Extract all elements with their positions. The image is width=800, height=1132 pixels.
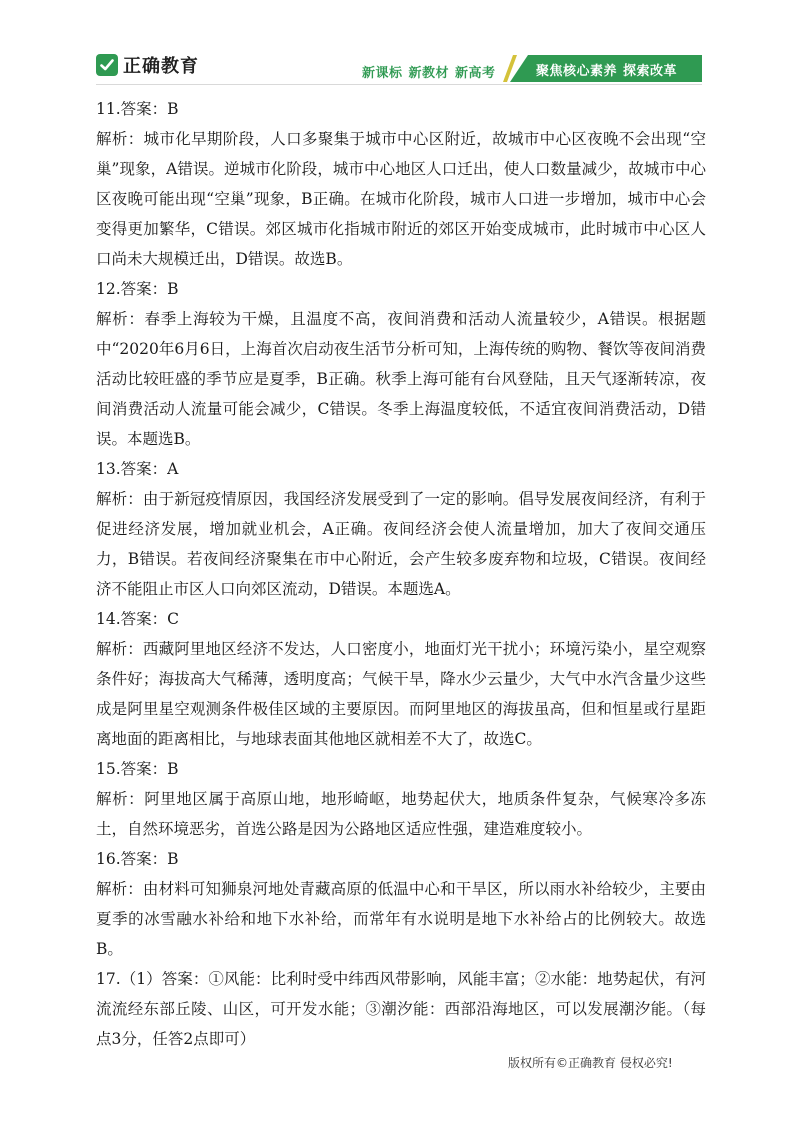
logo-text: 正确教育 [123, 56, 199, 77]
answer-question: 14.答案：C [96, 610, 180, 628]
banner-item: 聚焦核心素养 [536, 64, 618, 79]
answer-content [96, 94, 706, 1054]
answer-item [96, 274, 706, 454]
copyright-footer: 版权所有©正确教育 侵权必究! [508, 1056, 673, 1070]
slogan-item: 新课标 [362, 66, 403, 81]
slogan-item: 新教材 [408, 66, 450, 81]
answer-explanation: 解析：春季上海较为干燥，且温度不高，夜间消费和活动人流量较少，A错误。根据题中“2020年6月6日，上海首次启动夜生活节分析可知，上海传统的购物、餐饮等夜间消费活动比较旺盛的季节应是夏季，B正确。秋季上海可能有台风登陆，且天气逐渐转凉，夜间消费活动人流量可能会减少，C错误。冬季上海温度较低，不适宜夜间消费活动，D错误。本题选B。 [96, 310, 706, 448]
answer-final: 17.（1）答案：①风能：比利时受中纬西风带影响，风能丰富；②水能：地势起伏，有河流流经东部丘陵、山区，可开发水能；③潮汐能：西部沿海地区，可以发展潮汐能。（每点3分，任答2点即可） [96, 970, 706, 1048]
brand-logo [96, 52, 199, 78]
banner-item: 探索改革 [623, 64, 678, 79]
answer-question: 12.答案：B [96, 280, 179, 298]
answer-question: 16.答案：B [96, 850, 179, 868]
answer-item [96, 844, 706, 964]
slogan [362, 62, 502, 81]
answer-item [96, 454, 706, 604]
answer-explanation: 解析：西藏阿里地区经济不发达，人口密度小，地面灯光干扰小；环境污染小，星空观察条件好；海拔高大气稀薄，透明度高；气候干旱，降水少云量少，大气中水汽含量少这些成是阿里星空观测条件极佳区域的主要原因。而阿里地区的海拔虽高，但和恒星或行星距离地面的距离相比，与地球表面其他地区就相差不大了，故选C。 [96, 640, 706, 748]
answer-explanation: 解析：由于新冠疫情原因，我国经济发展受到了一定的影响。倡导发展夜间经济，有利于促进经济发展，增加就业机会，A正确。夜间经济会使人流量增加，加大了夜间交通压力，B错误。若夜间经济聚集在市中心附近，会产生较多废弃物和垃圾，C错误。夜间经济不能阻止市区人口向郊区流动，D错误。本题选A。 [96, 490, 706, 598]
slogan-item: 新高考 [455, 66, 496, 81]
answer-explanation: 解析：阿里地区属于高原山地，地形崎岖，地势起伏大，地质条件复杂，气候寒冷多冻土，自然环境恶劣，首选公路是因为公路地区适应性强，建造难度较小。 [96, 790, 706, 838]
answer-item [96, 964, 706, 1054]
answer-item [96, 94, 706, 274]
page-header [0, 0, 800, 90]
answer-question: 13.答案：A [96, 460, 179, 478]
banner-text [536, 60, 683, 79]
answer-item [96, 604, 706, 754]
answer-question: 15.答案：B [96, 760, 179, 778]
answer-question: 11.答案：B [96, 100, 179, 118]
answer-explanation: 解析：城市化早期阶段，人口多聚集于城市中心区附近，故城市中心区夜晚不会出现“空巢”现象，A错误。逆城市化阶段，城市中心地区人口迁出，使人口数量减少，故城市中心区夜晚可能出现“空巢”现象，B正确。在城市化阶段，城市人口进一步增加，城市中心会变得更加繁华，C错误。郊区城市化指城市附近的郊区开始变成城市，此时城市中心区人口尚未大规模迁出，D错误。故选B。 [96, 130, 706, 268]
answer-item [96, 754, 706, 844]
checkmark-icon [96, 54, 118, 76]
header-divider [96, 84, 702, 85]
answer-explanation: 解析：由材料可知狮泉河地处青藏高原的低温中心和干旱区，所以雨水补给较少，主要由夏季的冰雪融水补给和地下水补给，而常年有水说明是地下水补给占的比例较大。故选B。 [96, 880, 706, 958]
